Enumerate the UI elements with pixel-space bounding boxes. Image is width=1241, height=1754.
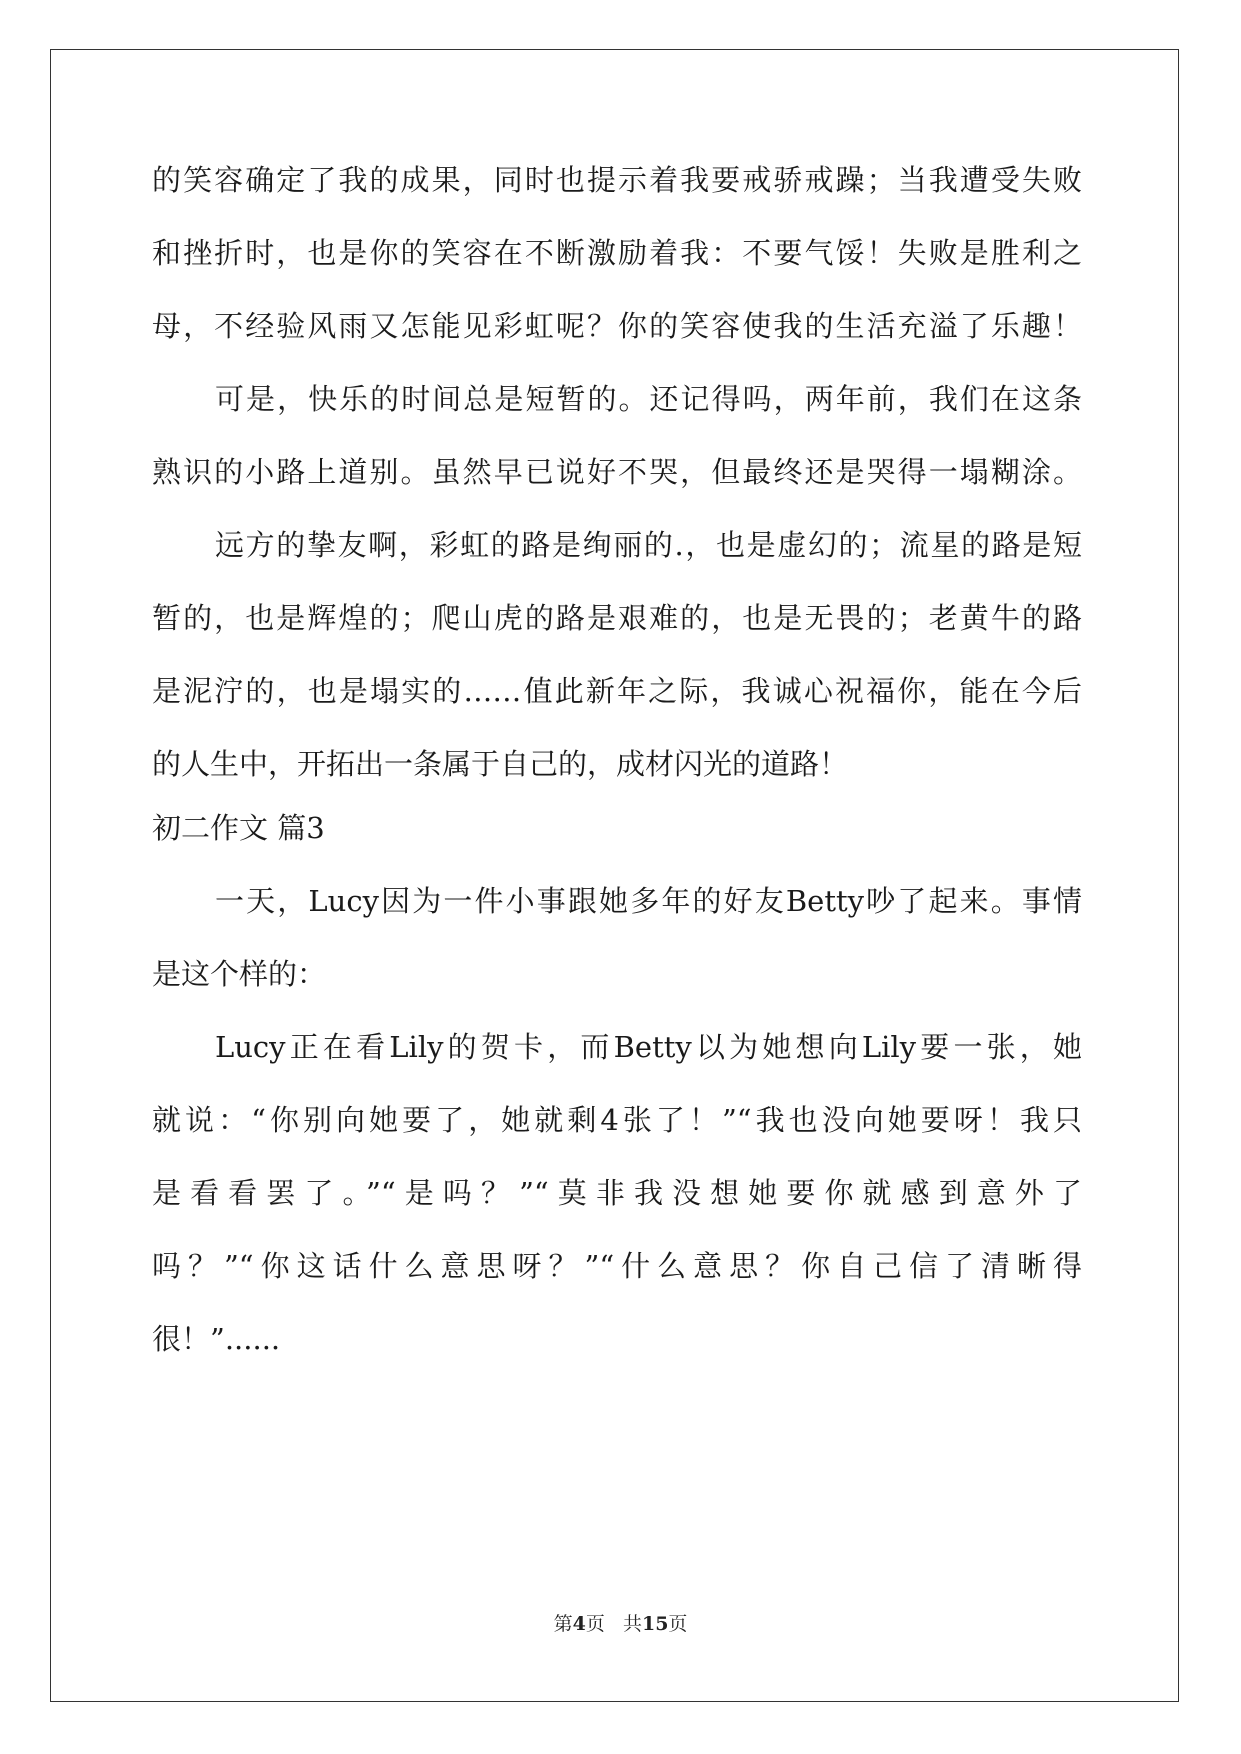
text-line: 的人生中，开拓出一条属于自己的，成材闪光的道路！: [152, 747, 849, 781]
footer-page-suffix: 页: [585, 1613, 605, 1635]
footer-prefix: 第: [553, 1613, 573, 1635]
text-line: 的笑容确定了我的成果，同时也提示着我要戒骄戒躁；当我遭受失败: [152, 163, 1082, 197]
footer-total-prefix: 共: [622, 1613, 642, 1635]
text-line: 很！”......: [152, 1322, 281, 1356]
page-footer: [0, 1612, 1241, 1636]
section-heading: 初二作文 篇3: [152, 811, 325, 845]
footer-total-suffix: 页: [668, 1613, 688, 1635]
text-line: 和挫折时，也是你的笑容在不断激励着我：不要气馁！失败是胜利之: [152, 236, 1082, 270]
total-page-count: 15: [641, 1613, 669, 1635]
text-line: 是泥泞的，也是塌实的……值此新年之际，我诚心祝福你，能在今后: [152, 674, 1082, 708]
text-line: 就说：“你别向她要了，她就剩4张了！”“我也没向她要呀！我只: [152, 1103, 1082, 1137]
current-page-number: 4: [572, 1613, 586, 1635]
text-line: Lucy正在看Lily的贺卡，而Betty以为她想向Lily要一张，她: [215, 1030, 1082, 1064]
text-line: 暂的，也是辉煌的；爬山虎的路是艰难的，也是无畏的；老黄牛的路: [152, 601, 1082, 635]
page-border: [50, 49, 1179, 1702]
text-line: 母，不经验风雨又怎能见彩虹呢？你的笑容使我的生活充溢了乐趣！: [152, 309, 1082, 343]
text-line: 一天，Lucy因为一件小事跟她多年的好友Betty吵了起来。事情: [215, 884, 1082, 918]
text-line: 是这个样的：: [152, 957, 327, 991]
text-line: 吗？”“你这话什么意思呀？”“什么意思？你自己信了清晰得: [152, 1249, 1082, 1283]
text-line: 熟识的小路上道别。虽然早已说好不哭，但最终还是哭得一塌糊涂。: [152, 455, 1082, 489]
text-line: 是看看罢了。”“是吗？”“莫非我没想她要你就感到意外了: [152, 1176, 1082, 1210]
text-line: 可是，快乐的时间总是短暂的。还记得吗，两年前，我们在这条: [215, 382, 1082, 416]
text-line: 远方的挚友啊，彩虹的路是绚丽的.，也是虚幻的；流星的路是短: [215, 528, 1082, 562]
